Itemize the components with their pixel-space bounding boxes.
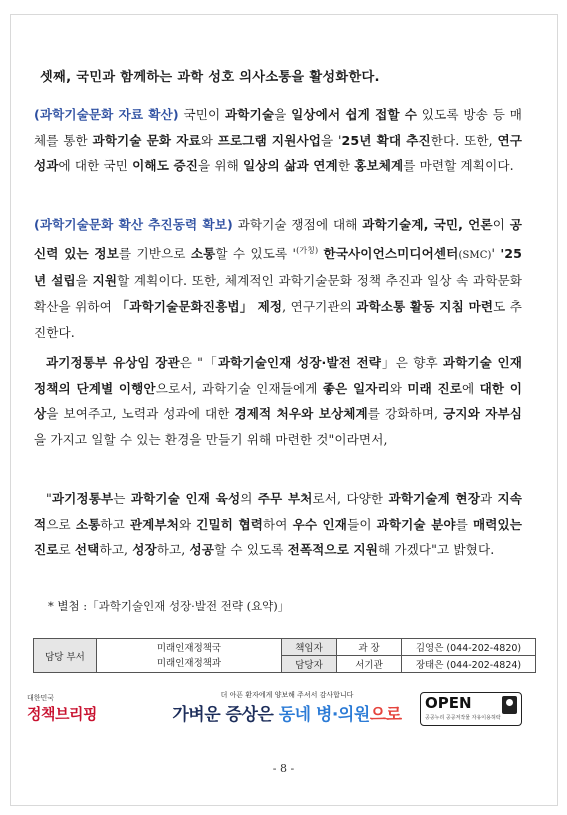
- contact-manager: 김영은 (044-202-4820): [402, 639, 536, 656]
- text: 」은 향후: [380, 355, 443, 370]
- text: 할 수 있도록: [214, 542, 288, 558]
- emphasis: 우수 인재: [292, 516, 348, 532]
- open-caption: 공공누리 공공저작물 자유이용허락: [425, 715, 501, 721]
- emphasis: 전폭적으로 지원: [287, 542, 378, 558]
- text: 를 마련할 계획이다.: [403, 158, 514, 174]
- emphasis: 관계부처: [129, 516, 179, 532]
- text: 들이: [347, 516, 377, 532]
- public-ad: [137, 690, 437, 728]
- emphasis: 과학소통 활동 지침 마련: [356, 298, 494, 314]
- text: ": [46, 491, 52, 506]
- paragraph-tag: (과학기술문화 자료 확산): [34, 107, 179, 122]
- text: 하고,: [99, 542, 133, 558]
- emphasis: 과학기술 분야: [376, 516, 456, 532]
- contact-table: [33, 638, 536, 673]
- emphasis: 과학기술: [225, 107, 275, 122]
- text: 와: [200, 132, 218, 148]
- emphasis: 일상에서 쉽게 접할 수: [291, 107, 418, 122]
- page-number: - 8 -: [272, 762, 295, 775]
- emphasis: 과학기술계, 국민, 언론: [362, 217, 493, 232]
- text: 에 대한 국민: [58, 158, 133, 174]
- role-manager: 책임자: [282, 639, 337, 656]
- text: 있도록 방송 등 매체를 통한: [34, 107, 522, 148]
- emphasis: 공신력 있는 정보: [34, 217, 522, 261]
- text: 은 "「: [179, 355, 218, 370]
- text: 해 가겠다"고 밝혔다.: [377, 542, 495, 558]
- text: 을 ': [321, 132, 342, 148]
- ad-caption: 더 아픈 환자에게 양보해 주셔서 감사합니다: [220, 691, 354, 699]
- emphasis: 「과학기술문화진흥법」 제정: [116, 298, 283, 314]
- position-manager: 과 장: [337, 639, 402, 656]
- emphasis: 과학기술 인재 정책의 단계별 이행안: [34, 355, 523, 396]
- text: 의: [240, 491, 258, 506]
- emphasis: 지원: [92, 273, 118, 289]
- emphasis: 과학기술 문화 자료: [92, 132, 201, 148]
- emphasis: 미래 진로: [407, 380, 463, 396]
- emphasis: 긴밀히 협력: [196, 516, 264, 532]
- paragraph-culture-materials: [34, 102, 522, 179]
- text: 과학기술 쟁점에 대해: [232, 217, 363, 232]
- kogl-open-badge[interactable]: [420, 692, 522, 726]
- logo-title: 정책브리핑: [27, 705, 97, 723]
- open-label: OPEN: [425, 694, 472, 712]
- emphasis: 긍지와 자부심: [443, 406, 523, 422]
- text: 을 보여주고, 노력과 성과에 대한: [46, 406, 235, 422]
- text: 로서, 다양한: [312, 491, 389, 506]
- emphasis: 이해도 증진: [132, 158, 198, 174]
- section-heading: 셋째, 국민과 함께하는 과학 성호 의사소통을 활성화한다.: [40, 70, 380, 85]
- emphasis: 한국사이언스미디어센터: [323, 245, 459, 261]
- text: 를 강화하며,: [367, 406, 444, 422]
- emphasis: 홍보체계: [354, 158, 404, 174]
- emphasis: 성장: [132, 542, 157, 558]
- dept-bureau: 미래인재정책국: [156, 642, 222, 654]
- text: 한다. 또한,: [430, 132, 498, 148]
- text: 이: [492, 217, 510, 232]
- text: 하여: [263, 516, 293, 532]
- text: 에: [462, 380, 480, 396]
- emphasis: 좋은 일자리: [322, 380, 390, 396]
- text: 와: [389, 380, 408, 396]
- paragraph-tag: (과학기술문화 확산 추진동력 확보): [34, 217, 233, 232]
- policy-briefing-logo[interactable]: [27, 693, 127, 727]
- paragraph-culture-momentum: [34, 212, 522, 345]
- text: 으로: [46, 516, 76, 532]
- text: 을: [75, 273, 93, 289]
- emphasis: 소통: [75, 516, 101, 532]
- emphasis: 소통: [190, 245, 216, 261]
- emphasis: 과학기술인재 성장·발전 전략: [217, 355, 381, 370]
- emphasis: 과학기술계 현장: [388, 491, 480, 506]
- emphasis: '25년 설립: [34, 245, 523, 289]
- text: 로: [58, 542, 75, 558]
- logo-caption: 대한민국: [27, 694, 55, 702]
- attachment-note: * 별첨 :「과학기술인재 성장·발전 전략 (요약)」: [48, 599, 290, 613]
- dept-label: 담당 부서: [34, 639, 97, 673]
- emphasis: 과기정통부: [51, 491, 114, 506]
- emphasis: 지속적: [34, 491, 523, 532]
- ad-headline: [137, 700, 437, 725]
- paragraph-minister-quote: [34, 350, 522, 452]
- text: 도 추진한다.: [34, 298, 522, 340]
- text: ': [491, 245, 501, 261]
- emphasis: 연구성과: [34, 132, 522, 174]
- position-staff: 서기관: [337, 656, 402, 673]
- text: 할 계획이다. 또한, 체계적인 과학기술문화 정책 추진과 일상 속 과학문화 확산을 위하여: [34, 273, 522, 314]
- text: 한: [337, 158, 355, 174]
- emphasis: 과기정통부 유상임 장관: [46, 355, 180, 370]
- text: 를: [455, 516, 473, 532]
- dept-division: 미래인재정책과: [156, 657, 222, 669]
- text: , 연구기관의: [282, 298, 357, 314]
- text: 할 수 있도록 ': [215, 245, 297, 261]
- ad-text-1: 가벼운 증상은: [172, 705, 279, 725]
- text: 으로서, 과학기술 인재들에게: [155, 380, 323, 396]
- emphasis: 프로그램 지원사업: [217, 132, 321, 148]
- attribution-icon: [502, 696, 517, 714]
- emphasis: 주무 부처: [257, 491, 313, 506]
- text: 하고,: [156, 542, 190, 558]
- emphasis: 경제적 처우와 보상체계: [234, 406, 368, 422]
- footer-banner: [27, 690, 539, 728]
- paragraph-ministry-statement: [34, 486, 522, 563]
- text: 을 가지고 일할 수 있는 환경을 만들기 위해 마련한 것"이라면서,: [34, 431, 388, 447]
- ad-text-3: 으로: [369, 705, 402, 725]
- role-staff: 담당자: [282, 656, 337, 673]
- emphasis: 매력있는 진로: [34, 516, 523, 558]
- text: 을 위해: [197, 158, 243, 174]
- abbreviation: (SMC): [458, 249, 492, 261]
- emphasis: 대한 이상: [34, 380, 523, 422]
- text: 를 기반으로: [118, 245, 191, 261]
- dept-cell: [97, 639, 282, 673]
- ad-text-2: 동네 병·의원: [278, 705, 370, 725]
- emphasis: 일상의 삶과 연계: [243, 158, 338, 174]
- text: 는: [113, 491, 131, 506]
- superscript: (가칭): [296, 245, 319, 255]
- text: 와: [178, 516, 197, 532]
- contact-staff: 장태은 (044-202-4824): [402, 656, 536, 673]
- emphasis: 과학기술 인재 육성: [130, 491, 241, 506]
- emphasis: 25년 확대 추진: [341, 132, 431, 148]
- text: 을: [274, 107, 292, 122]
- emphasis: 성공: [189, 542, 214, 558]
- text: 과: [479, 491, 498, 506]
- text: 국민이: [178, 107, 226, 122]
- text: 하고: [100, 516, 130, 532]
- emphasis: 선택: [74, 542, 100, 558]
